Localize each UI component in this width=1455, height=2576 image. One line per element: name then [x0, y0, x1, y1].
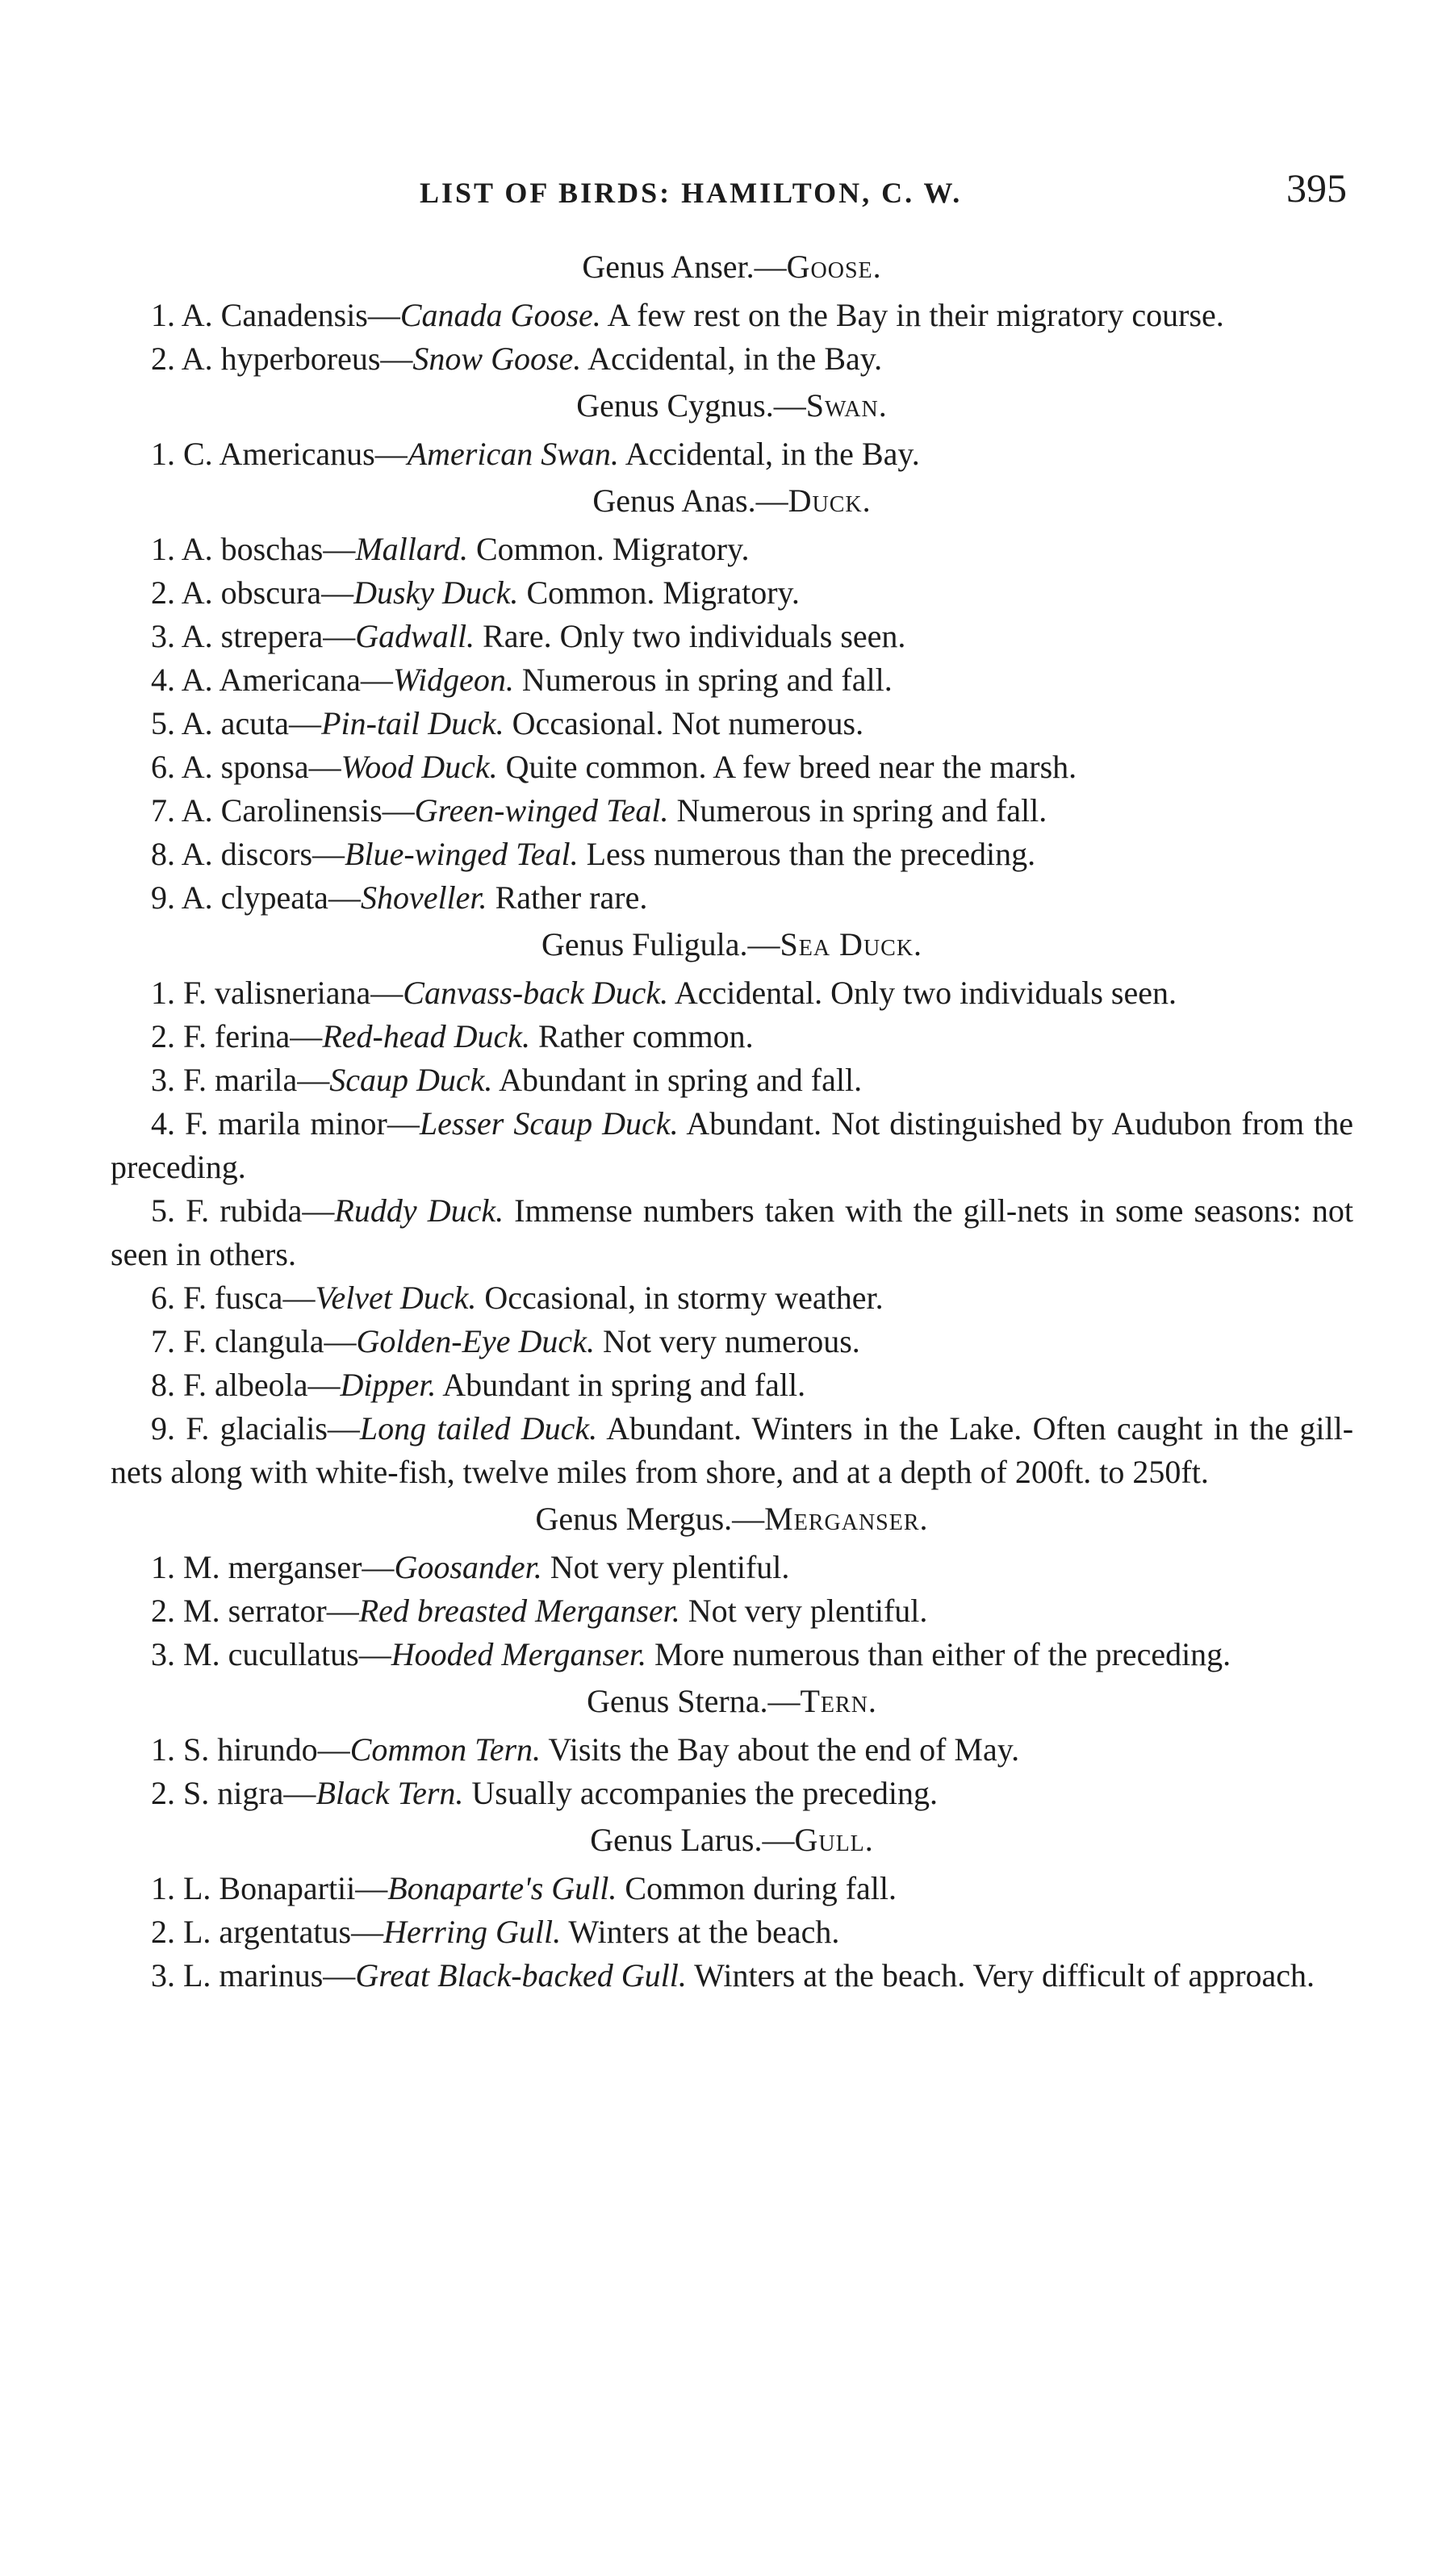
entry-number: 2. [151, 574, 175, 611]
common-name: Snow Goose. [412, 340, 582, 377]
scientific-name: A. Canadensis— [181, 297, 400, 333]
entry-note: Quite common. A few breed near the marsh. [497, 749, 1077, 785]
entry-number: 2. [151, 340, 175, 377]
entry-note: Winters at the beach. [561, 1914, 840, 1950]
entry-number: 4. [151, 1105, 175, 1142]
scientific-name: F. clangula— [183, 1323, 357, 1359]
common-name: Mallard. [355, 531, 468, 567]
scientific-name: F. marila minor— [185, 1105, 420, 1142]
scientific-name: F. ferina— [183, 1018, 323, 1054]
scientific-name: M. serrator— [183, 1593, 359, 1629]
species-entry [111, 528, 1353, 571]
scientific-name: F. glacialis— [186, 1410, 360, 1447]
entry-note: Numerous in spring and fall. [513, 662, 893, 698]
species-entry [111, 571, 1353, 615]
entry-note: Winters at the beach. Very difficult of approach. [686, 1957, 1315, 1994]
genus-name: Genus Sterna.— [587, 1683, 801, 1719]
species-entry [111, 745, 1353, 789]
species-entry [111, 1546, 1353, 1589]
entry-note: Abundant. Winters in the Lake. Often caught in the gill-nets along with white-fish, twelve miles from shore, and at a depth of 200ft. to 250ft. [111, 1410, 1354, 1490]
genus-name: Genus Fuligula.— [541, 926, 780, 962]
entry-number: 1. [151, 1549, 175, 1585]
species-entry [111, 294, 1353, 337]
species-entry [111, 1954, 1353, 1998]
common-name: Dusky Duck. [353, 574, 519, 611]
genus-heading [111, 384, 1353, 428]
species-entry [111, 702, 1353, 745]
entry-number: 5. [151, 1192, 175, 1229]
genus-common-name: Goose. [786, 248, 882, 285]
genus-common-name: Swan. [805, 387, 888, 424]
scientific-name: A. obscura— [181, 574, 354, 611]
scientific-name: A. Carolinensis— [181, 792, 415, 829]
common-name: Green-winged Teal. [414, 792, 669, 829]
scientific-name: A. boschas— [181, 531, 356, 567]
species-entry [111, 337, 1353, 381]
entry-note: Rare. Only two individuals seen. [475, 618, 906, 654]
entry-note: Accidental. Only two individuals seen. [668, 975, 1177, 1011]
common-name: Wood Duck. [341, 749, 498, 785]
scientific-name: L. marinus— [183, 1957, 356, 1994]
genus-heading [111, 1680, 1353, 1723]
common-name: Shoveller. [360, 879, 487, 916]
genus-name: Genus Mergus.— [535, 1501, 765, 1537]
entry-number: 1. [151, 436, 175, 472]
running-head: LIST OF BIRDS: HAMILTON, C. W. [420, 177, 963, 209]
entry-note: Abundant in spring and fall. [436, 1367, 806, 1403]
species-entry [111, 1772, 1353, 1815]
common-name: Great Black-backed Gull. [355, 1957, 687, 1994]
entry-number: 1. [151, 531, 175, 567]
genus-name: Genus Anas.— [592, 482, 788, 519]
species-entry [111, 1320, 1353, 1363]
entry-note: Occasional, in stormy weather. [476, 1280, 884, 1316]
bird-list [111, 242, 1353, 1998]
scientific-name: F. albeola— [183, 1367, 341, 1403]
genus-name: Genus Larus.— [590, 1822, 795, 1858]
entry-number: 9. [151, 879, 175, 916]
entry-number: 2. [151, 1914, 175, 1950]
entry-number: 6. [151, 749, 175, 785]
entry-number: 8. [151, 1367, 175, 1403]
entry-note: Rather common. [529, 1018, 754, 1054]
entry-number: 2. [151, 1593, 175, 1629]
entry-number: 1. [151, 975, 175, 1011]
entry-note: Visits the Bay about the end of May. [541, 1731, 1020, 1768]
species-entry [111, 1867, 1353, 1910]
species-entry [111, 432, 1353, 476]
common-name: Canvass-back Duck. [403, 975, 669, 1011]
species-entry [111, 833, 1353, 876]
genus-common-name: Sea Duck. [780, 926, 923, 962]
entry-number: 7. [151, 1323, 175, 1359]
common-name: Golden-Eye Duck. [356, 1323, 595, 1359]
entry-number: 3. [151, 1062, 175, 1098]
scientific-name: C. Americanus— [183, 436, 408, 472]
species-entry [111, 1102, 1353, 1189]
common-name: Long tailed Duck. [359, 1410, 598, 1447]
genus-heading [111, 245, 1353, 289]
scientific-name: F. rubida— [186, 1192, 335, 1229]
scientific-name: F. marila— [183, 1062, 330, 1098]
entry-note: Common. Migratory. [467, 531, 750, 567]
scientific-name: A. discors— [181, 836, 345, 872]
species-entry [111, 1276, 1353, 1320]
species-entry [111, 658, 1353, 702]
scientific-name: F. valisneriana— [183, 975, 403, 1011]
entry-number: 1. [151, 1731, 175, 1768]
species-entry [111, 1058, 1353, 1102]
species-entry [111, 1910, 1353, 1954]
entry-number: 5. [151, 705, 175, 741]
scientific-name: A. clypeata— [181, 879, 361, 916]
common-name: Widgeon. [392, 662, 514, 698]
entry-note: Abundant. Not distinguished by Audubon from the preceding. [111, 1105, 1354, 1185]
entry-note: Less numerous than the preceding. [578, 836, 1036, 872]
entry-note: Not very numerous. [594, 1323, 860, 1359]
entry-note: Occasional. Not numerous. [504, 705, 864, 741]
scientific-name: S. nigra— [183, 1775, 316, 1811]
species-entry [111, 1589, 1353, 1633]
genus-common-name: Duck. [788, 482, 872, 519]
common-name: Hooded Merganser. [391, 1636, 646, 1672]
entry-number: 2. [151, 1775, 175, 1811]
genus-common-name: Gull. [794, 1822, 874, 1858]
entry-note: Not very plentiful. [679, 1593, 928, 1629]
scientific-name: A. sponsa— [181, 749, 341, 785]
entry-note: Abundant in spring and fall. [492, 1062, 863, 1098]
common-name: Red breasted Merganser. [358, 1593, 680, 1629]
entry-note: Usually accompanies the preceding. [463, 1775, 938, 1811]
scientific-name: L. Bonapartii— [183, 1870, 388, 1906]
genus-heading [111, 479, 1353, 523]
scientific-name: F. fusca— [183, 1280, 316, 1316]
entry-number: 7. [151, 792, 175, 829]
entry-number: 3. [151, 618, 175, 654]
common-name: Dipper. [340, 1367, 437, 1403]
scientific-name: A. hyperboreus— [181, 340, 413, 377]
species-entry [111, 789, 1353, 833]
species-entry [111, 1633, 1353, 1676]
scientific-name: S. hirundo— [183, 1731, 350, 1768]
entry-number: 9. [151, 1410, 175, 1447]
genus-name: Genus Cygnus.— [576, 387, 806, 424]
scientific-name: M. cucullatus— [183, 1636, 391, 1672]
scientific-name: A. strepera— [181, 618, 356, 654]
entry-number: 3. [151, 1636, 175, 1672]
entry-note: Not very plentiful. [541, 1549, 790, 1585]
entry-note: Immense numbers taken with the gill-nets in some seasons: not seen in others. [111, 1192, 1353, 1272]
species-entry [111, 1015, 1353, 1058]
entry-note: A few rest on the Bay in their migratory course. [600, 297, 1224, 333]
common-name: Black Tern. [316, 1775, 464, 1811]
common-name: Velvet Duck. [315, 1280, 477, 1316]
genus-heading [111, 1497, 1353, 1541]
entry-number: 3. [151, 1957, 175, 1994]
entry-number: 6. [151, 1280, 175, 1316]
species-entry [111, 971, 1353, 1015]
common-name: Bonaparte's Gull. [387, 1870, 617, 1906]
common-name: Scaup Duck. [329, 1062, 493, 1098]
entry-number: 4. [151, 662, 175, 698]
genus-common-name: Merganser. [764, 1501, 929, 1537]
common-name: Blue-winged Teal. [345, 836, 579, 872]
entry-note: Accidental, in the Bay. [618, 436, 920, 472]
scientific-name: A. Americana— [181, 662, 393, 698]
common-name: Herring Gull. [383, 1914, 562, 1950]
entry-number: 2. [151, 1018, 175, 1054]
entry-note: Rather rare. [487, 879, 648, 916]
entry-note: Accidental, in the Bay. [581, 340, 883, 377]
genus-name: Genus Anser.— [582, 248, 787, 285]
species-entry [111, 1189, 1353, 1276]
entry-number: 1. [151, 297, 175, 333]
common-name: Common Tern. [349, 1731, 541, 1768]
genus-heading [111, 1818, 1353, 1862]
genus-heading [111, 923, 1353, 967]
common-name: Ruddy Duck. [334, 1192, 504, 1229]
common-name: Red-head Duck. [322, 1018, 530, 1054]
common-name: Goosander. [394, 1549, 542, 1585]
species-entry [111, 615, 1353, 658]
species-entry [111, 1363, 1353, 1407]
common-name: Lesser Scaup Duck. [419, 1105, 679, 1142]
scientific-name: A. acuta— [181, 705, 322, 741]
entry-number: 8. [151, 836, 175, 872]
entry-note: More numerous than either of the preceding. [646, 1636, 1231, 1672]
page-number: 395 [1286, 165, 1347, 211]
entry-note: Numerous in spring and fall. [668, 792, 1047, 829]
entry-number: 1. [151, 1870, 175, 1906]
entry-note: Common during fall. [617, 1870, 897, 1906]
common-name: Canada Goose. [399, 297, 601, 333]
common-name: American Swan. [407, 436, 619, 472]
genus-common-name: Tern. [800, 1683, 877, 1719]
common-name: Pin-tail Duck. [321, 705, 504, 741]
scientific-name: M. merganser— [183, 1549, 395, 1585]
entry-note: Common. Migratory. [518, 574, 800, 611]
species-entry [111, 876, 1353, 920]
scientific-name: L. argentatus— [183, 1914, 384, 1950]
species-entry [111, 1407, 1353, 1494]
common-name: Gadwall. [355, 618, 475, 654]
page-header [0, 161, 1455, 218]
species-entry [111, 1728, 1353, 1772]
